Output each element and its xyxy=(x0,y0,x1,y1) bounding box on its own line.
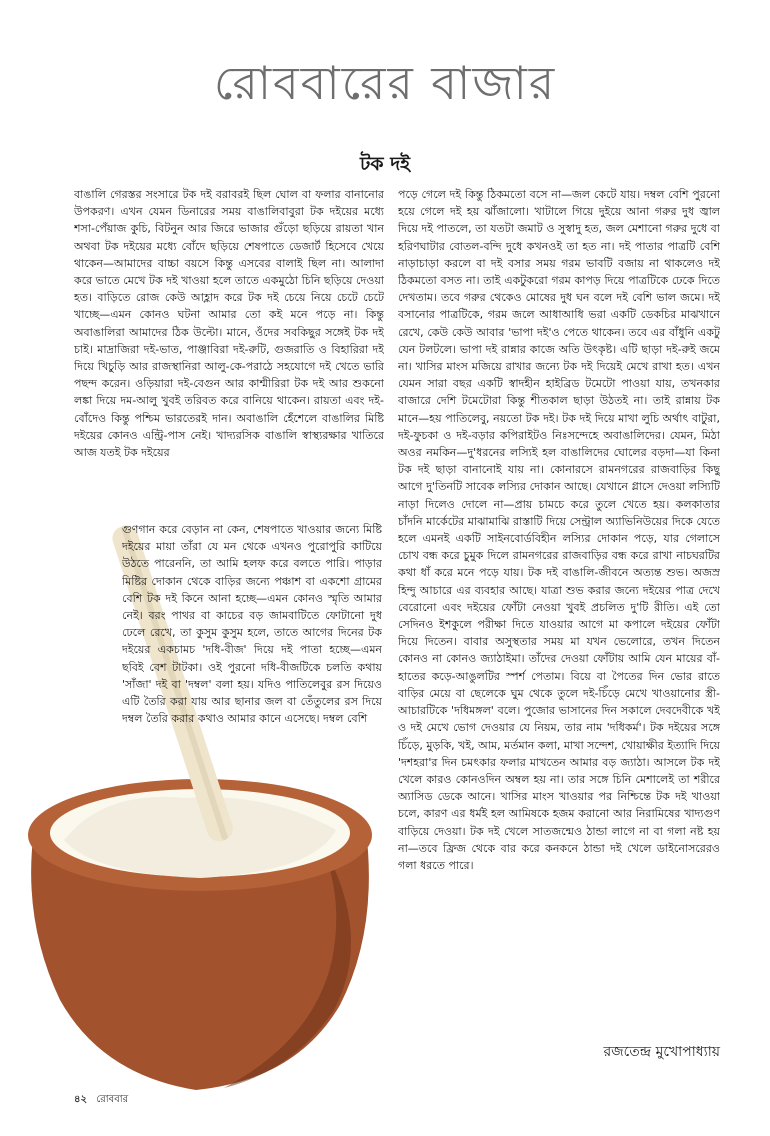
section-name: রোববার xyxy=(96,1094,129,1105)
article-text-left-upper xyxy=(74,186,384,531)
article-text-left-wrap xyxy=(122,521,382,783)
article-title: টক দই xyxy=(359,153,411,175)
paragraph-right: পড়ে গেলে দই কিন্তু ঠিকমতো বসে না—জল কেটে যায়। দম্বল বেশি পুরনো হয়ে গেলে দই হয় ঝাঁজালো। খাটালে গিয়ে দুইয়ে আনা গরুর দুধ জ্বাল দিয়ে দই পাতলে, তা যতটা জমাট ও সুস্বাদু হত, জল মেশানো গরুর দুধে বা হরিণঘাটার বোতল-বন্দি দুধে কখনওই তা হত না। দই পাতার পাত্রটি বেশি নাড়াচাড়া করলে বা দই বসার সময় গরম ভাবটি বজায় না থাকলেও দই ঠিকমতো বসত না। তাই একটুকরো গরম কাপড় দিয়ে পাত্রটিকে ঢেকে দিতে দেখতাম। তবে গরুর থেকেও মোষের দুধ ঘন বলে দই বেশি ভাল জমে। দই বসানোর পাত্রটিকে, গরম জলে আধাআধি ভরা একটি ডেকচির মাঝখানে রেখে, কেউ কেউ আবার 'ভাপা দই'ও পেতে থাকেন। তবে এর বাঁধুনি একটু যেন টলটলে। ভাপা দই রান্নার কাজে অতি উৎকৃষ্ট। এটি ছাড়া দই-রুই জমে না। খাসির মাংস মজিয়ে রাখার জন্যে টক দই দিয়েই মেখে রাখা হত। এখন যেমন সারা বছর একটি স্বাদহীন হাইব্রিড টমেটো পাওয়া যায়, তখনকার বাজারে দেশি টমেটোরা কিন্তু শীতকাল ছাড়া উঠতই না। তাই রান্নায় টক মানে—হয় পাতিলেবু, নয়তো টক দই। টক দই দিয়ে মাখা লুচি অর্থাৎ বাটুরা, দই-ফুচকা ও দই-বড়ার কপিরাইটও নিঃসন্দেহে অবাঙালিদের। যেমন, মিঠা অওর নমকিন—দু'ধরনের লস্যিই হল বাঙালিদের ঘোলের বড়দা—যা কিনা টক দই ছাড়া বানানোই যায় না। কোনারসে রামনগরের রাজবাড়ির কিছু আগে দু'তিনটি সাবেক লস্যির দোকান আছে। যেখানে গ্লাসে দেওয়া লস্যিটি নাড়া দিলেও দোলে না—প্রায় চামচে করে তুলে খেতে হয়। কলকাতার চাঁদনি মার্কেটের মাঝামাঝি রাস্তাটি দিয়ে সেন্ট্রাল অ্যাভিনিউয়ের দিকে যেতে হলে এমনই একটি সাইনবোর্ডবিহীন লস্যির দোকান পড়ে, যার গেলাসে চোখ বন্ধ করে চুমুক দিলে রামনগরের রাজবাড়ির বন্ধ করে রাখা নাচঘরটির কথা ধাঁ করে মনে পড়ে যায়। টক দই বাঙালি-জীবনে অত্যন্ত শুভ। অজস্র হিন্দু আচারে এর ব্যবহার আছে। যাত্রা শুভ করার জন্যে দইয়ের পাত্র দেখে বেরোনো এবং দইয়ের ফোঁটা নেওয়া খুবই প্রচলিত দু'টি রীতি। এই তো সেদিনও ইশকুলে পরীক্ষা দিতে যাওয়ার আগে মা কপালে দইয়ের ফোঁটা দিয়ে দিতেন। বাবার অসুস্থতার সময় মা যখন ভেলোরে, তখন দিতেন কোনও না কোনও জ্যাঠাইমা। তাঁদের দেওয়া ফোঁটায় আমি যেন মায়ের বাঁ-হাতের কড়ে-আঙুলটির স্পর্শ পেতাম। বিয়ে বা পৈতের দিন ভোর রাতে বাড়ির মেয়ে বা ছেলেকে ঘুম থেকে তুলে দই-চিঁড়ে মেখে খাওয়ানোর স্ত্রী-আচারটিকে 'দধিমঙ্গল' বলে। পুজোর ভাসানের দিন সকালে দেবদেবীকে খই ও দই মেখে ভোগ দেওয়ার যে নিয়ম, তার নাম 'দধিকর্ম'। টক দইয়ের সঙ্গে চিঁড়ে, মুড়কি, খই, আম, মর্তমান কলা, মাখা সন্দেশ, খোয়াক্ষীর ইত্যাদি দিয়ে 'দশহরা'র দিন চমৎকার ফলার মাখতেন আমার বড় জ্যাঠা। আসলে টক দই খেলে কারও কোনওদিন অম্বল হয় না। তার সঙ্গে চিনি মেশালেই তা শরীরে অ্যাসিড ডেকে আনে। খাসির মাংস খাওয়ার পর নিশ্চিন্তে টক দই খাওয়া চলে, কারণ এর ধর্মই হল আমিষকে হজম করানো আর নিরামিষের খাদ্যগুণ বাড়িয়ে দেওয়া। টক দই খেলে সাতজন্মেও ঠান্ডা লাগে না বা গলা নষ্ট হয় না—তবে ফ্রিজ থেকে বার করে কনকনে ঠান্ডা দই খেলে ডাইনোসরেরও গলা ধরতে পারে। xyxy=(398,188,720,872)
paragraph-left-wrap: গুণগান করে বেড়ান না কেন, শেষপাতে খাওয়ার জন্যে মিষ্টি দইয়ের মায়া তাঁরা যে মন থেকে এখনও পুরোপুরি কাটিয়ে উঠতে পারেননি, তা আমি হলফ করে বলতে পারি। পাড়ার মিষ্টির দোকান থেকে বাড়ির জন্যে পঞ্চাশ বা একশো গ্রামের বেশি টক দই কিনে আনা হচ্ছে—এমন কোনও স্মৃতি আমার নেই। বরং পাথর বা কাচের বড় জামবাটিতে ফোটানো দুধ ঢেলে রেখে, তা কুসুম কুসুম হলে, তাতে আগের দিনের টক দইয়ের একচামচ 'দধি-বীজ' দিয়ে দই পাতা হচ্ছে—এমন ছবিই বেশ টাটকা। ওই পুরনো দধি-বীজটিকে চলতি কথায় 'সাঁজা' দই বা 'দম্বল' বলা হয়। যদিও পাতিলেবুর রস দিয়েও এটি তৈরি করা যায় আর ছানার জল বা তেঁতুলের রস দিয়ে দম্বল তৈরি করার কথাও আমার কানে এসেছে। দম্বল বেশি xyxy=(122,523,382,726)
author-byline: রজতেন্দ্র মুখোপাধ্যায় xyxy=(603,1044,720,1060)
page-footer xyxy=(74,1092,128,1109)
masthead-title: রোববারের বাজার xyxy=(213,56,557,110)
paragraph-left-upper: বাঙালি গেরস্তর সংসারে টক দই বরাবরই ছিল ঘোল বা ফলার বানানোর উপকরণ। এখন যেমন ডিনারের সময় বাঙালিবাবুরা টক দইয়ের মধ্যে শসা-পেঁয়াজ কুচি, বিটনুন আর জিরে ভাজার গুঁড়ো ছড়িয়ে রায়তা খান অথবা টক দইয়ের মধ্যে বোঁদে ছড়িয়ে শেষপাতে ডেজার্ট হিসেবে খেয়ে থাকেন—আমাদের বাচ্চা বয়সে কিন্তু এসবের বালাই ছিল না। আলাদা করে ভাতে মেখে টক দই খাওয়া হলে তাতে একমুঠো চিনি ছড়িয়ে দেওয়া হত। বাড়িতে রোজ কেউ আহ্লাদ করে টক দই চেয়ে নিয়ে চেটে চেটে খাচ্ছে—এমন কোনও ঘটনা আমার তো কই মনে পড়ে না। কিন্তু অবাঙালিরা আমাদের ঠিক উল্টো। মানে, ওঁদের সবকিছুর সঙ্গেই টক দই চাই। মাদ্রাজিরা দই-ভাত, পাঞ্জাবিরা দই-রুটি, গুজরাতি ও বিহারিরা দই দিয়ে খিচুড়ি আর রাজস্থানিরা আলু-কে-পরাঠে সহযোগে দই খেতে ভারি পছন্দ করেন। ওড়িয়ারা দই-বেগুন আর কাশ্মীরিরা টক দই আর শুকনো লঙ্কা দিয়ে দম-আলু খুবই তরিবত করে বানিয়ে থাকেন। রায়তা এবং দই-বোঁদেও কিন্তু পশ্চিম ভারতেরই দান। অবাঙালি হেঁশেলে বাঙালির মিষ্টি দইয়ের কোনও এন্ট্রি-পাস নেই। খাদ্যরসিক বাঙালি স্বাস্থ্যরক্ষার খাতিরে আজ যতই টক দইয়ের xyxy=(74,188,384,460)
article-text-right-column xyxy=(398,186,720,1026)
page-number: ৪২ xyxy=(74,1094,87,1105)
